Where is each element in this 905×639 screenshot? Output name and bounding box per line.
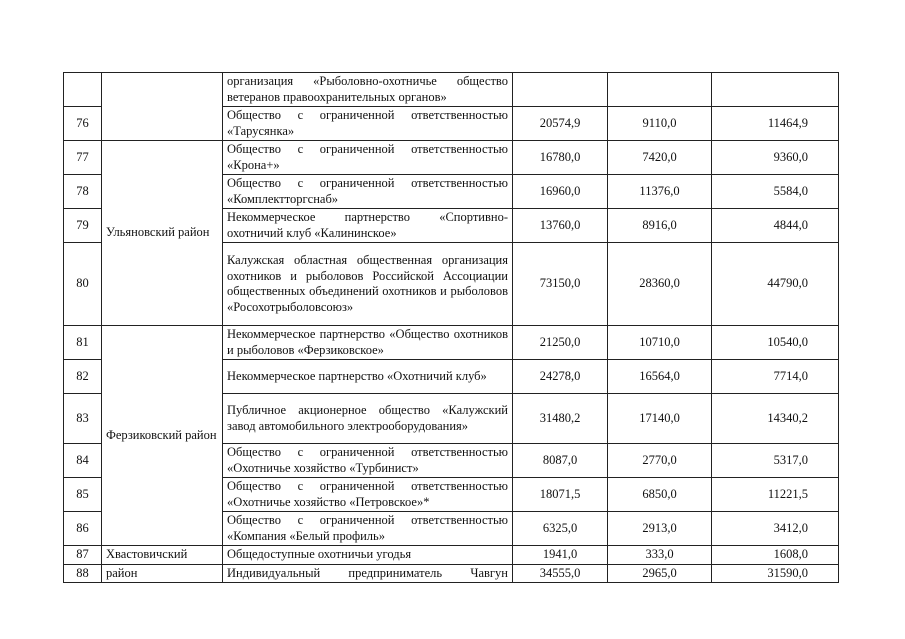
organization-cell: Общество с ограниченной ответственностью «Компания «Белый профиль» [223, 512, 513, 546]
row-number-cell: 86 [64, 512, 102, 546]
district-cell-khvastovichsky-line1: Хвастовичский [102, 546, 223, 565]
row-number-cell: 82 [64, 360, 102, 394]
area-col2-cell: 11376,0 [608, 175, 712, 209]
total-area-cell [513, 73, 608, 107]
organization-cell: Общество с ограниченной ответственностью «Охотничье хозяйство «Петровское»* [223, 478, 513, 512]
hunting-grounds-table [63, 72, 839, 583]
row-number-cell: 77 [64, 141, 102, 175]
area-col3-cell: 7714,0 [712, 360, 839, 394]
organization-cell: Некоммерческое партнерство «Охотничий клуб» [223, 360, 513, 394]
organization-cell: организация «Рыболовно-охотничье общество ветеранов правоохранительных органов» [223, 73, 513, 107]
total-area-cell: 16960,0 [513, 175, 608, 209]
total-area-cell: 1941,0 [513, 546, 608, 565]
area-col2-cell: 16564,0 [608, 360, 712, 394]
row-number-cell: 80 [64, 243, 102, 326]
organization-cell: Некоммерческое партнерство «Спортивно-охотничий клуб «Калининское» [223, 209, 513, 243]
area-col2-cell: 17140,0 [608, 394, 712, 444]
area-col2-cell: 2770,0 [608, 444, 712, 478]
area-col3-cell: 11221,5 [712, 478, 839, 512]
organization-cell: Общедоступные охотничьи угодья [223, 546, 513, 565]
district-cell-ferzikovsky: Ферзиковский район [102, 326, 223, 546]
area-col3-cell: 3412,0 [712, 512, 839, 546]
total-area-cell: 24278,0 [513, 360, 608, 394]
total-area-cell: 34555,0 [513, 564, 608, 583]
row-number-cell: 76 [64, 107, 102, 141]
area-col3-cell: 9360,0 [712, 141, 839, 175]
area-col2-cell: 333,0 [608, 546, 712, 565]
total-area-cell: 73150,0 [513, 243, 608, 326]
organization-cell: Публичное акционерное общество «Калужский завод автомобильного электрооборудования» [223, 394, 513, 444]
district-cell-khvastovichsky-line2: район [102, 564, 223, 583]
total-area-cell: 21250,0 [513, 326, 608, 360]
area-col3-cell [712, 73, 839, 107]
table-row [64, 326, 839, 360]
row-number-cell: 85 [64, 478, 102, 512]
area-col3-cell: 14340,2 [712, 394, 839, 444]
row-number-cell: 78 [64, 175, 102, 209]
area-col3-cell: 10540,0 [712, 326, 839, 360]
area-col2-cell: 9110,0 [608, 107, 712, 141]
row-number-cell: 83 [64, 394, 102, 444]
table-row-continuation [64, 73, 839, 107]
area-col3-cell: 31590,0 [712, 564, 839, 583]
row-number-cell: 79 [64, 209, 102, 243]
organization-cell: Общество с ограниченной ответственностью «Охотничье хозяйство «Турбинист» [223, 444, 513, 478]
area-col3-cell: 4844,0 [712, 209, 839, 243]
area-col3-cell: 5317,0 [712, 444, 839, 478]
total-area-cell: 8087,0 [513, 444, 608, 478]
document-page [63, 72, 838, 583]
area-col3-cell: 5584,0 [712, 175, 839, 209]
total-area-cell: 20574,9 [513, 107, 608, 141]
row-number-cell: 88 [64, 564, 102, 583]
table-row [64, 546, 839, 565]
area-col3-cell: 11464,9 [712, 107, 839, 141]
organization-cell: Индивидуальный предприниматель Чавгун [223, 564, 513, 583]
total-area-cell: 18071,5 [513, 478, 608, 512]
organization-cell: Калужская областная общественная организация охотников и рыболовов Российской Ассоциации общественных объединений охотников и рыболовов «Росохотрыболовсоюз» [223, 243, 513, 326]
row-number-cell: 87 [64, 546, 102, 565]
area-col2-cell [608, 73, 712, 107]
area-col2-cell: 2965,0 [608, 564, 712, 583]
area-col2-cell: 10710,0 [608, 326, 712, 360]
area-col3-cell: 1608,0 [712, 546, 839, 565]
organization-cell: Общество с ограниченной ответственностью «Комплектторгснаб» [223, 175, 513, 209]
total-area-cell: 13760,0 [513, 209, 608, 243]
total-area-cell: 16780,0 [513, 141, 608, 175]
area-col2-cell: 7420,0 [608, 141, 712, 175]
organization-cell: Общество с ограниченной ответственностью «Тарусянка» [223, 107, 513, 141]
row-number-cell: 84 [64, 444, 102, 478]
area-col3-cell: 44790,0 [712, 243, 839, 326]
row-number-cell [64, 73, 102, 107]
organization-cell: Некоммерческое партнерство «Общество охотников и рыболовов «Ферзиковское» [223, 326, 513, 360]
area-col2-cell: 28360,0 [608, 243, 712, 326]
district-cell-empty [102, 73, 223, 141]
table-row [64, 564, 839, 583]
total-area-cell: 6325,0 [513, 512, 608, 546]
area-col2-cell: 8916,0 [608, 209, 712, 243]
district-cell-ulyanovsky: Ульяновский район [102, 141, 223, 326]
table-row [64, 141, 839, 175]
area-col2-cell: 2913,0 [608, 512, 712, 546]
organization-cell: Общество с ограниченной ответственностью «Крона+» [223, 141, 513, 175]
row-number-cell: 81 [64, 326, 102, 360]
area-col2-cell: 6850,0 [608, 478, 712, 512]
total-area-cell: 31480,2 [513, 394, 608, 444]
